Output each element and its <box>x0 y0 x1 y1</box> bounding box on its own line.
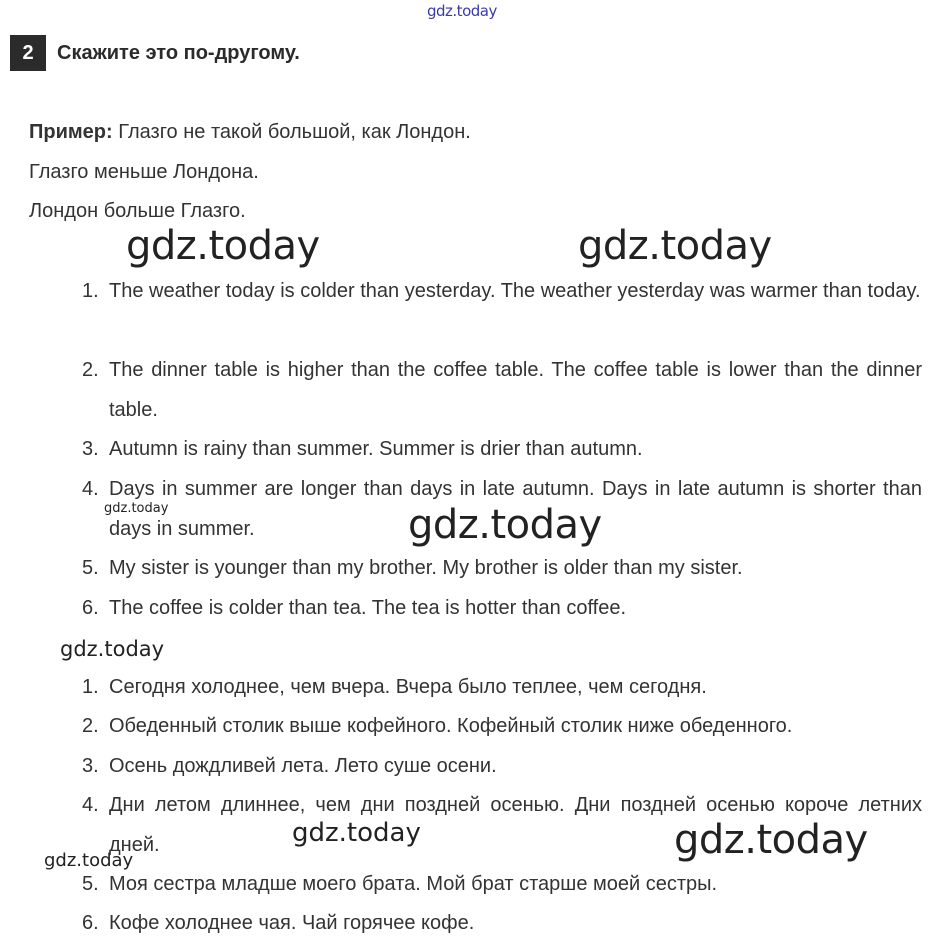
watermark: gdz.today <box>578 223 772 269</box>
watermark: gdz.today <box>126 223 320 269</box>
item-text: The weather today is colder than yesterday. The weather yesterday was warmer than today. <box>109 280 921 302</box>
item-text: The dinner table is higher than the coffee table. The coffee table is lower than the dinner table. <box>109 359 922 421</box>
item-number: 4. <box>82 794 99 816</box>
example-line-2: Глазго меньше Лондона. <box>29 161 259 183</box>
task-title: Скажите это по-другому. <box>57 41 300 64</box>
item-number: 2. <box>82 715 99 737</box>
english-item <box>82 469 922 549</box>
item-number: 3. <box>82 438 99 460</box>
item-number: 4. <box>82 478 99 500</box>
english-item <box>82 429 922 469</box>
english-item <box>82 271 922 311</box>
item-text: Осень дождливей лета. Лето суше осени. <box>109 755 497 777</box>
item-number: 3. <box>82 755 99 777</box>
russian-item <box>82 746 922 786</box>
item-number: 6. <box>82 912 99 934</box>
item-number: 5. <box>82 557 99 579</box>
example-text-1: Глазго не такой большой, как Лондон. <box>118 121 471 143</box>
watermark-top: gdz.today <box>427 2 497 20</box>
item-text: Обеденный столик выше кофейного. Кофейный столик ниже обеденного. <box>109 715 793 737</box>
item-number: 6. <box>82 597 99 619</box>
item-text: Сегодня холоднее, чем вчера. Вчера было теплее, чем сегодня. <box>109 676 707 698</box>
example-label: Пример: <box>29 121 113 143</box>
item-number: 1. <box>82 280 99 302</box>
russian-item <box>82 667 922 707</box>
example-line-1 <box>29 122 471 142</box>
item-number: 1. <box>82 676 99 698</box>
item-text: The coffee is colder than tea. The tea is hotter than coffee. <box>109 597 627 619</box>
watermark: gdz.today <box>674 817 868 863</box>
watermark: gdz.today <box>60 637 165 661</box>
russian-item <box>82 785 922 865</box>
item-number: 2. <box>82 359 99 381</box>
item-text: Days in summer are longer than days in late autumn. Days in late autumn is shorter than days in summer. <box>109 478 922 540</box>
item-text: My sister is younger than my brother. My brother is older than my sister. <box>109 557 743 579</box>
task-number-badge: 2 <box>10 35 46 71</box>
russian-item <box>82 864 922 904</box>
russian-item <box>82 706 922 746</box>
item-text: Кофе холоднее чая. Чай горячее кофе. <box>109 912 475 934</box>
item-text: Дни летом длиннее, чем дни поздней осенью. Дни поздней осенью короче летних дней. <box>109 794 922 856</box>
item-number: 5. <box>82 873 99 895</box>
english-item <box>82 588 922 628</box>
watermark: gdz.today <box>104 501 169 516</box>
watermark: gdz.today <box>44 850 134 871</box>
task-header <box>10 35 300 71</box>
russian-item <box>82 903 922 943</box>
example-line-3: Лондон больше Глазго. <box>29 200 246 222</box>
watermark: gdz.today <box>292 818 421 848</box>
english-item <box>82 548 922 588</box>
item-text: Моя сестра младше моего брата. Мой брат старше моей сестры. <box>109 873 718 895</box>
watermark: gdz.today <box>408 502 602 548</box>
item-text: Autumn is rainy than summer. Summer is drier than autumn. <box>109 438 643 460</box>
english-item <box>82 350 922 430</box>
